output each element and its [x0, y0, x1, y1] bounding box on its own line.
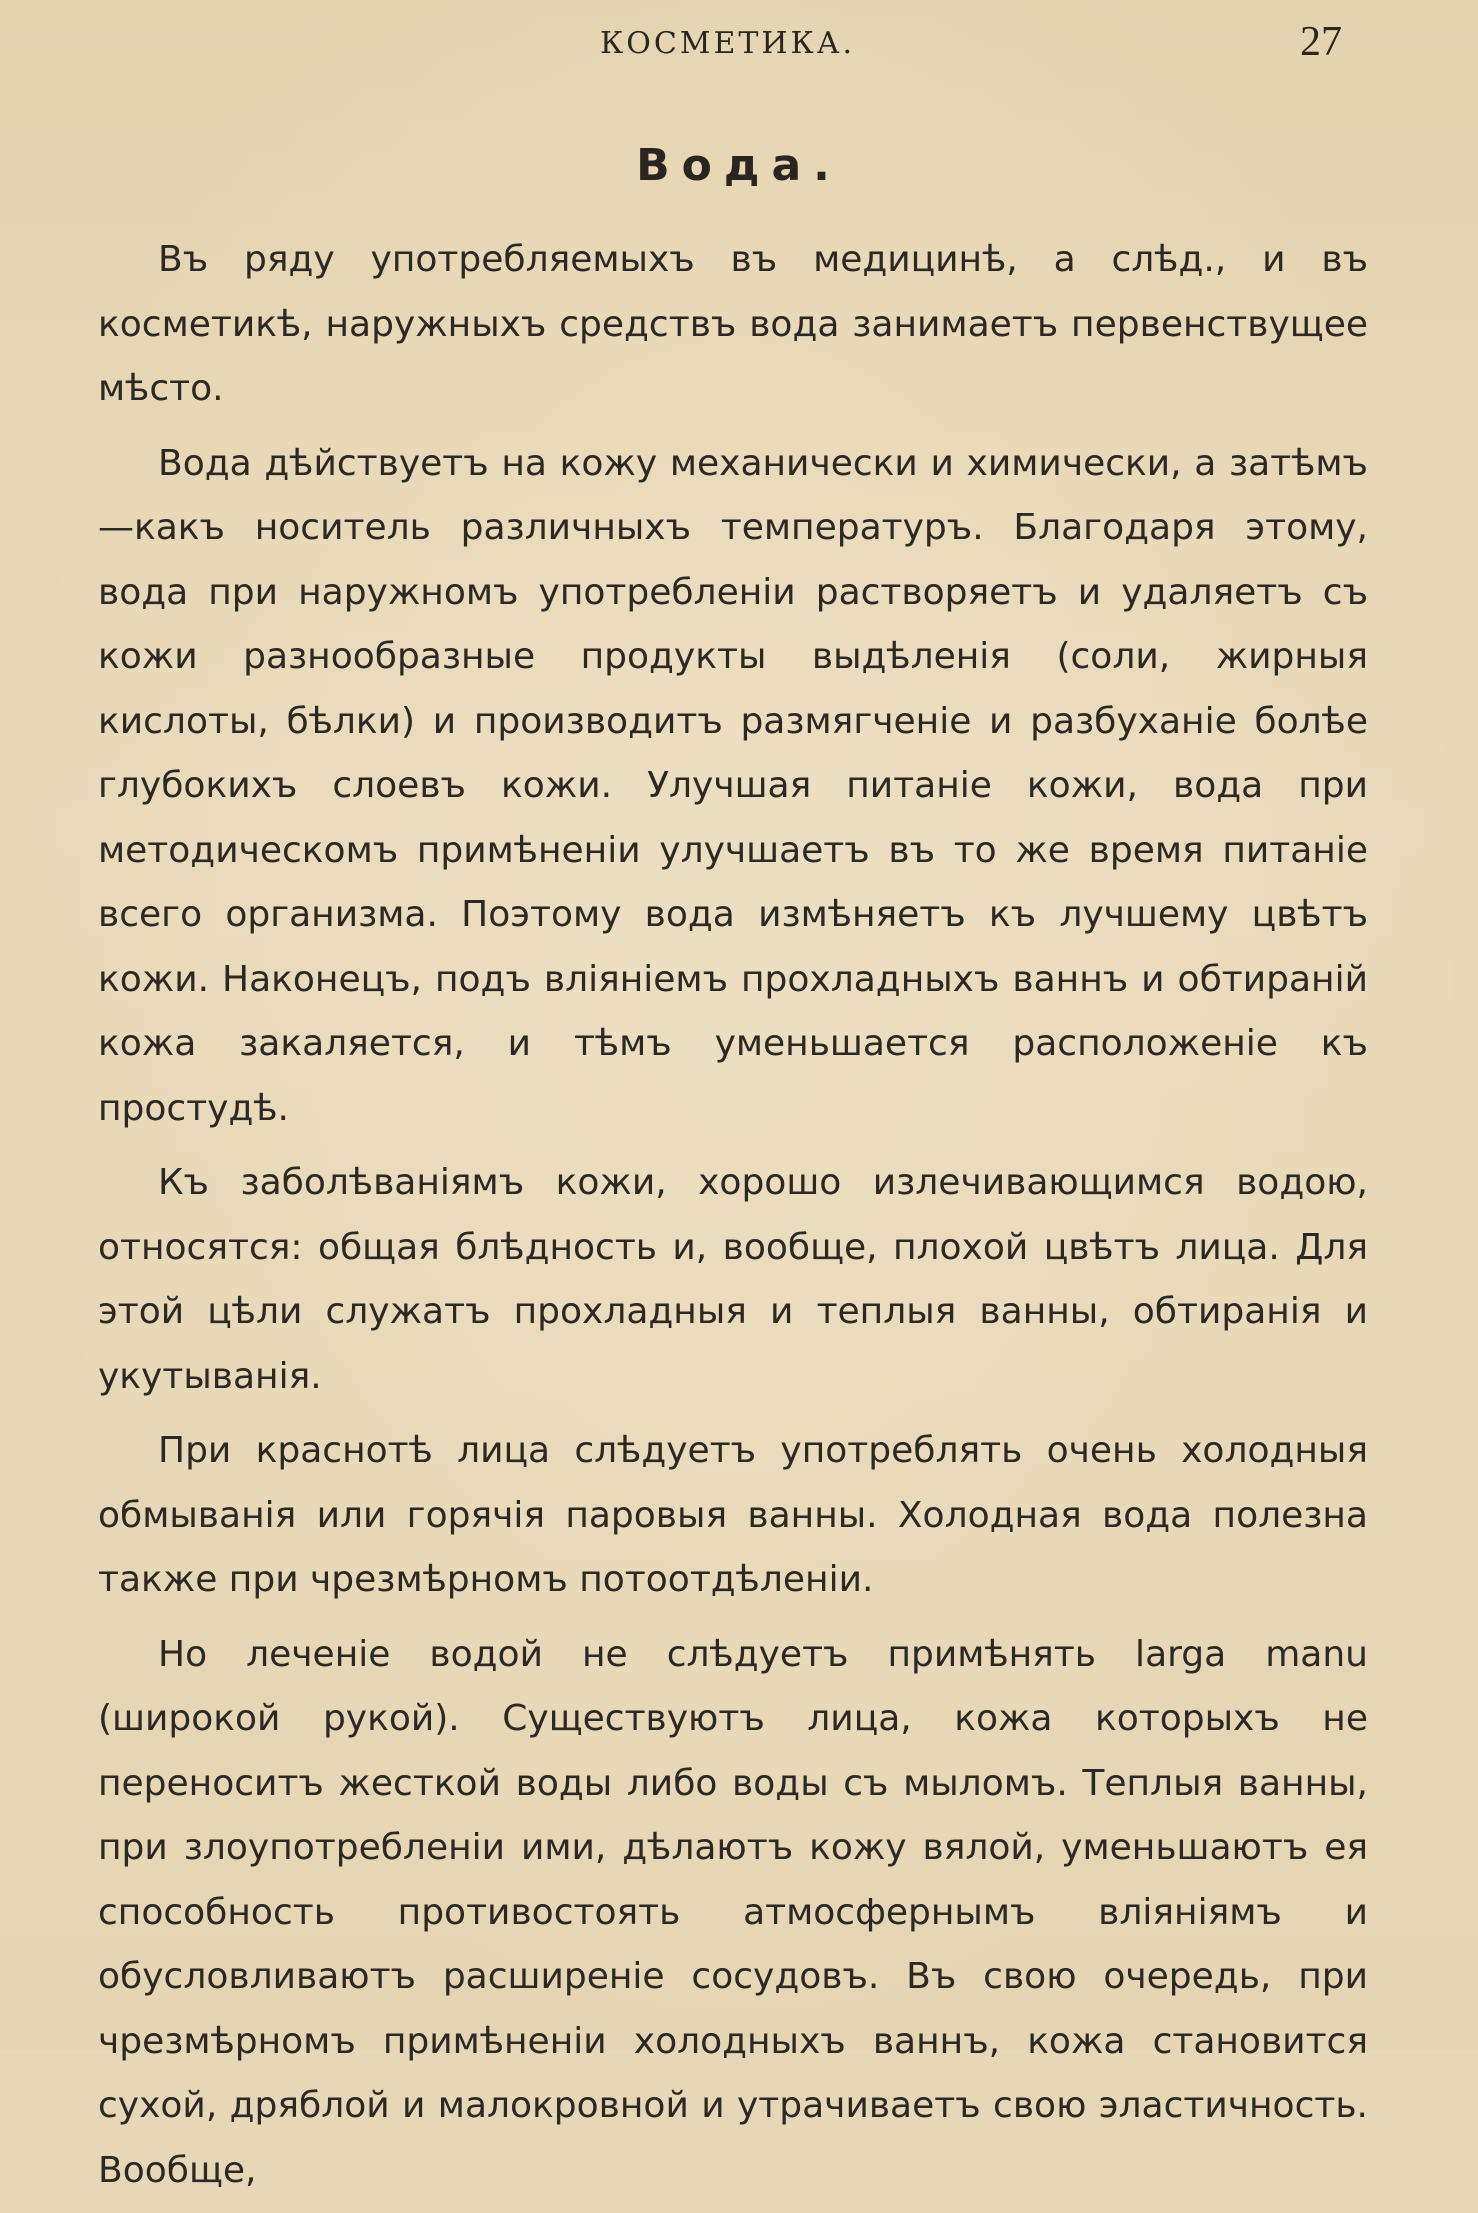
- section-heading: Вода.: [636, 140, 842, 191]
- page-number: 27: [1300, 19, 1342, 65]
- paragraph: Но леченіе водой не слѣдуетъ примѣнять larga manu (широкой рукой). Существуютъ лица, кожа которыхъ не переноситъ жесткой воды либо воды съ мыломъ. Теплыя ванны, при злоупотребленіи ими, дѣлаютъ кожу вялой, уменьшаютъ ея способность противостоять атмосфернымъ вліяніямъ и обусловливаютъ расширеніе сосудовъ. Въ свою очередь, при чрезмѣрномъ примѣненіи холодныхъ ваннъ, кожа становится сухой, дряблой и малокровной и утрачиваетъ свою эластичность. Вообще,: [98, 1633, 1368, 2191]
- paragraph: Къ заболѣваніямъ кожи, хорошо излечивающимся водою, относятся: общая блѣдность и, вообще, плохой цвѣтъ лица. Для этой цѣли служатъ прохладныя и теплыя ванны, обтиранія и укутыванія.: [98, 1162, 1368, 1397]
- paragraph: Въ ряду употребляемыхъ въ медицинѣ, а слѣд., и въ косметикѣ, наружныхъ средствъ вода занимаетъ первенствущее мѣсто.: [98, 239, 1368, 409]
- page-header: [0, 18, 1478, 78]
- body-text: [98, 228, 1368, 2213]
- paragraph: Вода дѣйствуетъ на кожу механически и химически, а затѣмъ—какъ носитель различныхъ температуръ. Благодаря этому, вода при наружномъ употребленіи растворяетъ и удаляетъ съ кожи разнообразные продукты выдѣленія (соли, жирныя кислоты, бѣлки) и производитъ размягченіе и разбуханіе болѣе глубокихъ слоевъ кожи. Улучшая питаніе кожи, вода при методическомъ примѣненіи улучшаетъ въ то же время питаніе всего организма. Поэтому вода измѣняетъ къ лучшему цвѣтъ кожи. Наконецъ, подъ вліяніемъ прохладныхъ ваннъ и обтираній кожа закаляется, и тѣмъ уменьшается расположеніе къ простудѣ.: [98, 442, 1368, 1129]
- running-title: КОСМЕТИКА.: [600, 26, 856, 61]
- paragraph: При краснотѣ лица слѣдуетъ употреблять очень холодныя обмыванія или горячія паровыя ванны. Холодная вода полезна также при чрезмѣрномъ потоотдѣленіи.: [98, 1430, 1368, 1600]
